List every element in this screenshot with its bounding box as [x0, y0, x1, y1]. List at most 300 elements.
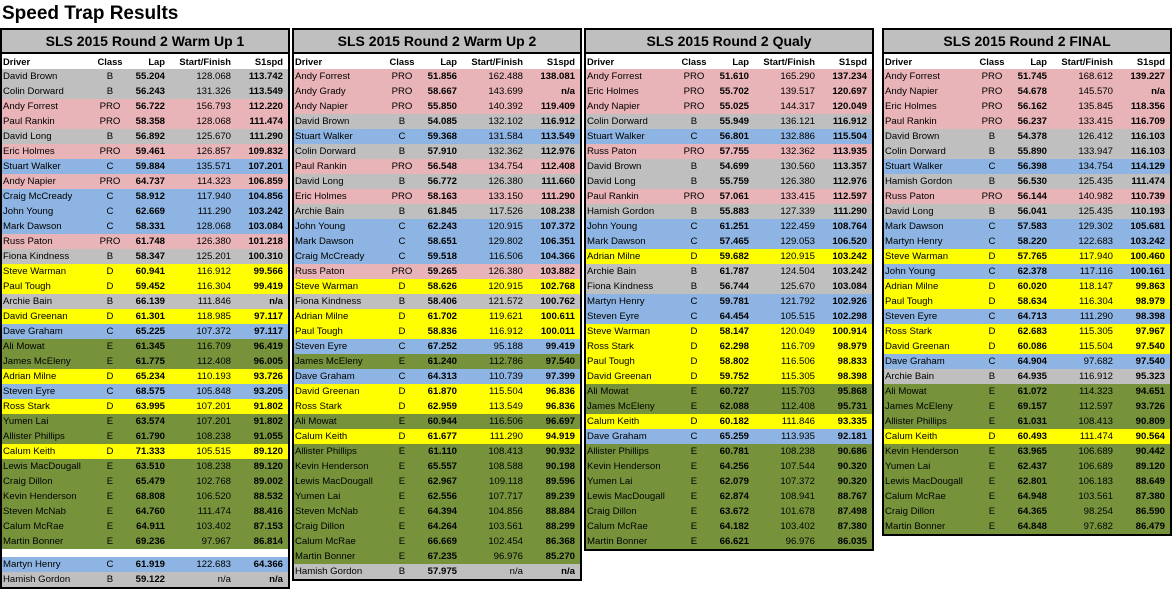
lap-cell: 62.088	[719, 401, 749, 412]
class-cell: E	[106, 356, 114, 367]
lap-cell: 61.677	[427, 431, 457, 442]
start-finish-cell: 116.709	[197, 341, 231, 352]
lap-cell: 64.911	[136, 521, 165, 532]
header-s1spd: S1spd	[254, 56, 283, 67]
panel-qualy	[584, 28, 874, 551]
start-finish-cell: 133.947	[1078, 146, 1113, 157]
table-row	[586, 384, 872, 399]
lap-cell: 56.243	[135, 86, 165, 97]
start-finish-cell: 115.504	[1079, 341, 1113, 352]
table-row	[884, 159, 1170, 174]
table-row	[586, 399, 872, 414]
lap-cell: 59.461	[135, 146, 165, 157]
table-row	[586, 189, 872, 204]
table-row	[294, 129, 580, 144]
class-cell: B	[988, 371, 996, 382]
driver-cell: Russ Paton	[885, 191, 935, 202]
class-cell: E	[988, 401, 996, 412]
driver-cell: David Brown	[3, 71, 58, 82]
driver-cell: Steve Warman	[295, 281, 359, 292]
driver-cell: John Young	[587, 221, 638, 232]
driver-cell: Mark Dawson	[587, 236, 646, 247]
class-cell: PRO	[99, 101, 121, 112]
lap-cell: 60.182	[719, 416, 749, 427]
table-row	[2, 309, 288, 324]
table-row	[586, 129, 872, 144]
lap-cell: 67.235	[427, 551, 457, 562]
table-row	[2, 294, 288, 309]
start-finish-cell: 102.454	[488, 536, 523, 547]
table-row	[2, 84, 288, 99]
start-finish-cell: 114.323	[1079, 386, 1113, 397]
s1spd-cell: 111.474	[249, 116, 283, 127]
table-row	[586, 474, 872, 489]
table-row	[294, 444, 580, 459]
driver-cell: David Greenan	[587, 371, 652, 382]
class-cell: B	[690, 281, 698, 292]
start-finish-cell: 112.786	[489, 356, 523, 367]
s1spd-cell: 113.549	[540, 131, 575, 142]
driver-cell: David Brown	[295, 116, 350, 127]
driver-cell: Eric Holmes	[3, 146, 55, 157]
driver-cell: Ross Stark	[885, 326, 932, 337]
s1spd-cell: 90.320	[837, 461, 867, 472]
lap-cell: 56.722	[135, 101, 165, 112]
lap-cell: 56.548	[427, 161, 457, 172]
driver-cell: Steve Warman	[885, 251, 949, 262]
panel-title: SLS 2015 Round 2 Warm Up 1	[2, 30, 288, 54]
header-lap: Lap	[732, 56, 749, 67]
driver-cell: Fiona Kindness	[295, 296, 362, 307]
class-cell: D	[690, 251, 698, 262]
class-cell: E	[398, 476, 406, 487]
lap-cell: 62.874	[719, 491, 749, 502]
lap-cell: 61.110	[428, 446, 457, 457]
s1spd-cell: 97.117	[254, 311, 283, 322]
table-row	[884, 84, 1170, 99]
s1spd-cell: 113.935	[832, 146, 867, 157]
driver-cell: Calum McRae	[295, 536, 356, 547]
class-cell: PRO	[981, 101, 1003, 112]
start-finish-cell: 111.846	[781, 416, 815, 427]
class-cell: E	[690, 521, 698, 532]
class-cell: PRO	[683, 191, 705, 202]
s1spd-cell: 86.368	[545, 536, 575, 547]
s1spd-cell: 111.474	[1131, 176, 1165, 187]
start-finish-cell: 117.940	[197, 191, 231, 202]
lap-cell: 56.144	[1017, 191, 1047, 202]
class-cell: D	[690, 416, 698, 427]
s1spd-cell: 87.153	[253, 521, 283, 532]
lap-cell: 62.298	[719, 341, 749, 352]
driver-cell: Allister Phillips	[885, 416, 947, 427]
class-cell: PRO	[981, 86, 1003, 97]
start-finish-cell: 103.402	[780, 521, 815, 532]
lap-cell: 59.265	[427, 266, 457, 277]
table-row	[294, 504, 580, 519]
s1spd-cell: 89.239	[545, 491, 575, 502]
lap-cell: 57.061	[719, 191, 749, 202]
driver-cell: Allister Phillips	[3, 431, 65, 442]
driver-cell: Calum Keith	[885, 431, 938, 442]
s1spd-cell: 113.742	[248, 71, 283, 82]
driver-cell: James McEleny	[3, 356, 71, 367]
s1spd-cell: 86.479	[1135, 521, 1165, 532]
class-cell: D	[106, 401, 114, 412]
driver-cell: David Long	[885, 206, 934, 217]
table-row	[884, 129, 1170, 144]
panel-title: SLS 2015 Round 2 Qualy	[586, 30, 872, 54]
lap-cell: 58.147	[719, 326, 749, 337]
start-finish-cell: 111.846	[197, 296, 231, 307]
start-finish-cell: 125.435	[1078, 176, 1113, 187]
lap-cell: 60.020	[1017, 281, 1047, 292]
lap-cell: 58.912	[135, 191, 165, 202]
start-finish-cell: 126.380	[488, 176, 523, 187]
start-finish-cell: 116.506	[781, 356, 815, 367]
s1spd-cell: 90.442	[1135, 446, 1165, 457]
table-row	[586, 534, 872, 549]
class-cell: D	[690, 326, 698, 337]
class-cell: C	[988, 356, 996, 367]
table-row	[294, 189, 580, 204]
table-row	[2, 519, 288, 534]
table-row	[586, 414, 872, 429]
table-row	[294, 429, 580, 444]
driver-cell: Allister Phillips	[295, 446, 357, 457]
class-cell: PRO	[391, 266, 413, 277]
table-row	[884, 234, 1170, 249]
driver-cell: Fiona Kindness	[587, 281, 654, 292]
table-row	[294, 174, 580, 189]
lap-cell: 60.493	[1017, 431, 1047, 442]
class-cell: D	[106, 371, 114, 382]
driver-cell: Eric Holmes	[295, 191, 347, 202]
lap-cell: 59.452	[135, 281, 165, 292]
driver-cell: Calum McRae	[885, 491, 946, 502]
table-row	[294, 204, 580, 219]
lap-cell: 58.651	[427, 236, 457, 247]
s1spd-cell: 110.193	[1130, 206, 1165, 217]
table-row	[884, 339, 1170, 354]
table-row	[294, 144, 580, 159]
driver-cell: Stuart Walker	[3, 161, 61, 172]
class-cell: C	[988, 236, 996, 247]
lap-cell: 64.264	[427, 521, 457, 532]
start-finish-cell: 105.848	[196, 386, 231, 397]
start-finish-cell: 108.413	[1078, 416, 1113, 427]
driver-cell: Steve Warman	[587, 326, 651, 337]
class-cell: B	[690, 176, 698, 187]
s1spd-cell: 92.181	[837, 431, 867, 442]
lap-cell: 55.759	[719, 176, 749, 187]
s1spd-cell: 90.809	[1135, 416, 1165, 427]
start-finish-cell: 116.304	[1079, 296, 1113, 307]
s1spd-cell: 114.129	[1130, 161, 1165, 172]
lap-cell: 51.856	[427, 71, 457, 82]
table-row	[294, 384, 580, 399]
lap-cell: 58.347	[135, 251, 165, 262]
start-finish-cell: 128.068	[196, 221, 231, 232]
lap-cell: 55.890	[1017, 146, 1047, 157]
start-finish-cell: 131.584	[488, 131, 523, 142]
class-cell: E	[398, 551, 406, 562]
driver-cell: Paul Tough	[3, 281, 51, 292]
start-finish-cell: 108.941	[780, 491, 815, 502]
driver-cell: Paul Rankin	[295, 161, 347, 172]
table-row	[294, 564, 580, 579]
driver-cell: Andy Forrest	[885, 71, 940, 82]
s1spd-cell: 108.764	[832, 221, 867, 232]
start-finish-cell: 117.116	[1079, 266, 1113, 277]
table-row	[586, 294, 872, 309]
table-row	[294, 534, 580, 549]
start-finish-cell: 120.915	[780, 251, 815, 262]
s1spd-cell: 116.912	[540, 116, 575, 127]
table-row	[294, 309, 580, 324]
class-cell: C	[106, 206, 114, 217]
start-finish-cell: 120.915	[488, 221, 523, 232]
lap-cell: 62.801	[1017, 476, 1047, 487]
table-row	[294, 234, 580, 249]
s1spd-cell: 103.882	[540, 266, 575, 277]
lap-cell: 65.234	[135, 371, 165, 382]
driver-cell: Martin Bonner	[587, 536, 648, 547]
start-finish-cell: 156.793	[196, 101, 231, 112]
start-finish-cell: 140.982	[1078, 191, 1113, 202]
class-cell: PRO	[391, 191, 413, 202]
class-cell: PRO	[391, 86, 413, 97]
s1spd-cell: 90.198	[545, 461, 575, 472]
start-finish-cell: 107.201	[196, 401, 231, 412]
start-finish-cell: 120.915	[488, 281, 523, 292]
class-cell: E	[988, 476, 996, 487]
start-finish-cell: 130.560	[780, 161, 815, 172]
lap-cell: 64.454	[719, 311, 749, 322]
table-row	[294, 294, 580, 309]
lap-cell: 54.678	[1017, 86, 1047, 97]
driver-cell: Archie Bain	[885, 371, 935, 382]
driver-cell: Stuart Walker	[885, 161, 943, 172]
driver-cell: Hamish Gordon	[587, 206, 655, 217]
s1spd-cell: 110.739	[1130, 191, 1165, 202]
lap-cell: 61.790	[135, 431, 165, 442]
header-start-finish: Start/Finish	[1061, 56, 1113, 67]
table-row	[586, 489, 872, 504]
driver-cell: Eric Holmes	[885, 101, 937, 112]
class-cell: C	[106, 386, 114, 397]
lap-cell: 56.398	[1017, 161, 1047, 172]
table-row	[2, 99, 288, 114]
table-row	[884, 519, 1170, 534]
start-finish-cell: 109.118	[489, 476, 523, 487]
s1spd-cell: 112.976	[832, 176, 867, 187]
header-s1spd: S1spd	[1136, 56, 1165, 67]
start-finish-cell: 128.068	[196, 71, 231, 82]
table-row	[2, 354, 288, 369]
s1spd-cell: 86.814	[253, 536, 283, 547]
s1spd-cell: 93.335	[837, 416, 867, 427]
lap-cell: 59.122	[135, 574, 165, 585]
class-cell: D	[398, 386, 406, 397]
s1spd-cell: 98.979	[1135, 296, 1165, 307]
lap-cell: 51.745	[1017, 71, 1047, 82]
start-finish-cell: 108.238	[196, 461, 231, 472]
driver-cell: Ross Stark	[587, 341, 634, 352]
driver-cell: Hamish Gordon	[885, 176, 953, 187]
class-cell: C	[690, 296, 698, 307]
s1spd-cell: 94.651	[1135, 386, 1165, 397]
start-finish-cell: 106.689	[1078, 461, 1113, 472]
driver-cell: Archie Bain	[3, 296, 53, 307]
s1spd-cell: 116.103	[1130, 131, 1165, 142]
s1spd-cell: 98.833	[837, 356, 867, 367]
lap-cell: 62.437	[1017, 461, 1047, 472]
start-finish-cell: 103.402	[196, 521, 231, 532]
table-row	[586, 429, 872, 444]
driver-cell: Martyn Henry	[885, 236, 943, 247]
class-cell: B	[988, 206, 996, 217]
start-finish-cell: 101.678	[780, 506, 815, 517]
start-finish-cell: 118.985	[197, 311, 231, 322]
driver-cell: Dave Graham	[3, 326, 63, 337]
class-cell: C	[988, 311, 996, 322]
driver-cell: Andy Forrest	[587, 71, 642, 82]
class-cell: D	[988, 251, 996, 262]
class-cell: C	[398, 131, 406, 142]
table-row	[294, 264, 580, 279]
start-finish-cell: 132.102	[488, 116, 523, 127]
column-headers	[2, 54, 288, 69]
panel-title: SLS 2015 Round 2 Warm Up 2	[294, 30, 580, 54]
s1spd-cell: 115.504	[832, 131, 867, 142]
lap-cell: 56.162	[1017, 101, 1047, 112]
lap-cell: 59.781	[719, 296, 749, 307]
table-row	[2, 489, 288, 504]
lap-cell: 69.236	[135, 536, 165, 547]
lap-cell: 60.086	[1017, 341, 1047, 352]
driver-cell: Ross Stark	[3, 401, 50, 412]
lap-cell: 55.850	[427, 101, 457, 112]
class-cell: PRO	[99, 236, 121, 247]
driver-cell: John Young	[885, 266, 936, 277]
s1spd-cell: 96.419	[253, 341, 283, 352]
header-driver: Driver	[885, 56, 913, 67]
s1spd-cell: n/a	[1151, 86, 1165, 97]
class-cell: B	[106, 131, 114, 142]
class-cell: C	[106, 326, 114, 337]
table-row	[586, 324, 872, 339]
driver-cell: Paul Tough	[295, 326, 343, 337]
start-finish-cell: 96.976	[785, 536, 815, 547]
driver-cell: James McEleny	[587, 401, 655, 412]
table-row	[586, 69, 872, 84]
start-finish-cell: 132.362	[780, 146, 815, 157]
s1spd-cell: 64.366	[253, 559, 283, 570]
class-cell: D	[106, 266, 114, 277]
driver-cell: John Young	[3, 206, 54, 217]
s1spd-cell: 118.356	[1130, 101, 1165, 112]
table-row	[884, 489, 1170, 504]
class-cell: D	[690, 371, 698, 382]
driver-cell: Hamish Gordon	[295, 566, 363, 577]
table-row	[294, 279, 580, 294]
start-finish-cell: 116.304	[197, 281, 231, 292]
start-finish-cell: 107.717	[488, 491, 523, 502]
class-cell: E	[690, 476, 698, 487]
class-cell: B	[988, 176, 996, 187]
start-finish-cell: 126.380	[780, 176, 815, 187]
class-cell: D	[988, 281, 996, 292]
driver-cell: David Greenan	[295, 386, 360, 397]
start-finish-cell: 107.372	[196, 326, 231, 337]
s1spd-cell: 103.084	[832, 281, 867, 292]
start-finish-cell: 111.290	[489, 431, 523, 442]
table-row	[294, 219, 580, 234]
start-finish-cell: 113.549	[489, 401, 523, 412]
s1spd-cell: 113.549	[248, 86, 283, 97]
table-row	[884, 99, 1170, 114]
s1spd-cell: 93.726	[1135, 401, 1165, 412]
class-cell: D	[106, 311, 114, 322]
lap-cell: 54.085	[427, 116, 457, 127]
lap-cell: 65.259	[719, 431, 749, 442]
header-class: Class	[979, 56, 1005, 67]
driver-cell: Andy Napier	[3, 176, 56, 187]
s1spd-cell: 89.002	[253, 476, 283, 487]
table-row	[2, 174, 288, 189]
table-row	[884, 144, 1170, 159]
s1spd-cell: 97.399	[545, 371, 575, 382]
s1spd-cell: 89.596	[545, 476, 575, 487]
lap-cell: 63.510	[135, 461, 165, 472]
class-cell: B	[988, 146, 996, 157]
driver-cell: Andy Forrest	[3, 101, 58, 112]
s1spd-cell: 100.611	[540, 311, 575, 322]
driver-cell: Craig Dillon	[295, 521, 345, 532]
start-finish-cell: 124.504	[780, 266, 815, 277]
driver-cell: Dave Graham	[295, 371, 355, 382]
s1spd-cell: 94.919	[545, 431, 575, 442]
table-row	[884, 504, 1170, 519]
table-row	[586, 144, 872, 159]
class-cell: E	[988, 491, 996, 502]
driver-cell: Paul Rankin	[885, 116, 937, 127]
driver-cell: David Brown	[587, 161, 642, 172]
table-row	[294, 324, 580, 339]
table-row	[586, 114, 872, 129]
s1spd-cell: 105.681	[1130, 221, 1165, 232]
start-finish-cell: 144.317	[780, 101, 815, 112]
table-row	[2, 534, 288, 549]
s1spd-cell: 103.242	[832, 251, 867, 262]
table-row	[586, 159, 872, 174]
class-cell: E	[398, 356, 406, 367]
class-cell: D	[988, 431, 996, 442]
class-cell: D	[398, 326, 406, 337]
driver-cell: Colin Dorward	[295, 146, 356, 157]
s1spd-cell: 102.768	[540, 281, 575, 292]
driver-cell: Hamish Gordon	[3, 574, 71, 585]
lap-cell: 69.157	[1017, 401, 1047, 412]
table-row	[2, 474, 288, 489]
lap-cell: 64.182	[719, 521, 749, 532]
driver-cell: Yumen Lai	[295, 491, 341, 502]
class-cell: PRO	[981, 191, 1003, 202]
lap-cell: 62.556	[427, 491, 457, 502]
class-cell: B	[398, 566, 406, 577]
start-finish-cell: 105.515	[780, 311, 815, 322]
